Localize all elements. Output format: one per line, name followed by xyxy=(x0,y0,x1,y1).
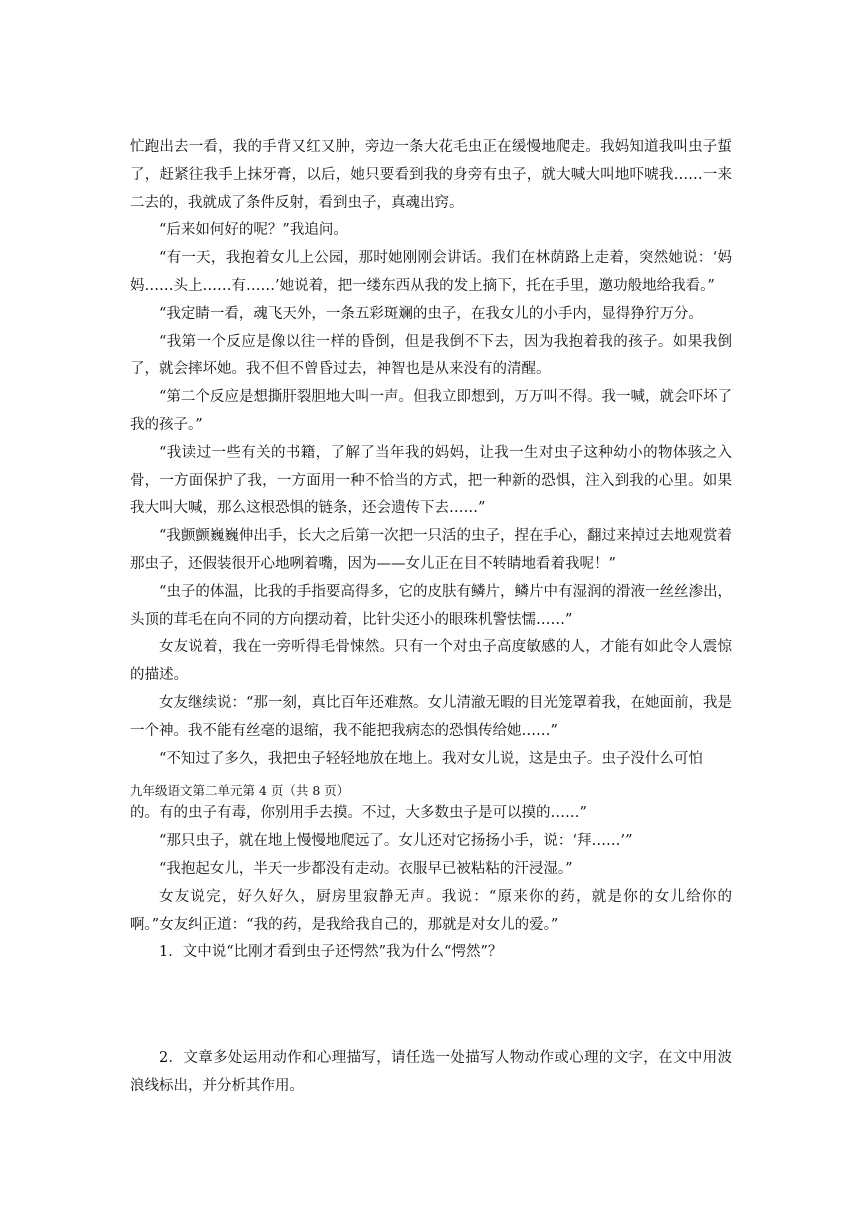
paragraph: “那只虫子，就在地上慢慢地爬远了。女儿还对它扬扬小手，说：‘拜……’” xyxy=(159,833,633,850)
paragraph: “虫子的体温，比我的手指要高得多，它的皮肤有鳞片，鳞片中有湿润的滑液一丝丝渗出，头顶的茸毛在向不同的方向摆动着，比针尖还小的眼珠机警怯懦……” xyxy=(130,583,732,628)
paragraph: “不知过了多久，我把虫子轻轻地放在地上。我对女儿说，这是虫子。虫子没什么可怕 xyxy=(159,750,703,767)
question-2: 2．文章多处运用动作和心理描写，请任选一处描写人物动作或心理的文字，在文中用波浪线标出，并分析其作用。 xyxy=(130,1050,732,1094)
paragraph: “我抱起女儿，半天一步都没有走动。衣服早已被粘粘的汗浸湿。” xyxy=(159,860,573,877)
question-1: 1．文中说“比刚才看到虫子还愕然”我为什么“愕然”？ xyxy=(159,944,503,961)
answer-space xyxy=(130,967,732,1045)
paragraph: 女友说着，我在一旁听得毛骨悚然。只有一个对虫子高度敏感的人，才能有如此令人震惊的描述。 xyxy=(130,639,732,684)
paragraph: “我定睛一看，魂飞天外，一条五彩斑斓的虫子，在我女儿的小手内，显得狰狞万分。 xyxy=(159,305,703,322)
paragraph: 忙跑出去一看，我的手背又红又肿，旁边一条大花毛虫正在缓慢地爬走。我妈知道我叫虫子蜇了，赶紧往我手上抹牙膏，以后，她只要看到我的身旁有虫子，就大喊大叫地吓唬我……一来二去的，我就成了条件反射，看到虫子，真魂出窍。 xyxy=(130,139,732,211)
paragraph: “后来如何好的呢？”我追问。 xyxy=(159,222,348,239)
paragraph: “有一天，我抱着女儿上公园，那时她刚刚会讲话。我们在林荫路上走着，突然她说：‘妈妈……头上……有……’她说着，把一缕东西从我的发上摘下，托在手里，邀功般地给我看。” xyxy=(130,250,732,294)
paragraph-continuation: 的。有的虫子有毒，你别用手去摸。不过，大多数虫子是可以摸的……” xyxy=(130,805,587,822)
paragraph: “我读过一些有关的书籍，了解了当年我的妈妈，让我一生对虫子这种幼小的物体骇之入骨，一方面保护了我，一方面用一种不恰当的方式，把一种新的恐惧，注入到我的心里。如果我大叫大喊，那么这根恐惧的链条，还会遗传下去……” xyxy=(130,444,732,517)
page-footer: 九年级语文第二单元第 4 页（共 8 页） xyxy=(130,783,350,799)
document-page xyxy=(130,134,732,1101)
footer-spacer xyxy=(130,773,732,782)
paragraph: 女友说完，好久好久，厨房里寂静无声。我说：“原来你的药，就是你的女儿给你的啊。”女友纠正道：“我的药，是我给我自己的，那就是对女儿的爱。” xyxy=(130,888,732,933)
paragraph: “我颤颤巍巍伸出手，长大之后第一次把一只活的虫子，捏在手心，翻过来掉过去地观赏着那虫子，还假装很开心地咧着嘴，因为——女儿正在目不转睛地看着我呢！” xyxy=(130,528,732,572)
paragraph: 女友继续说：“那一刻，真比百年还难熬。女儿清澈无暇的目光笼罩着我，在她面前，我是一个神。我不能有丝毫的退缩，我不能把我病态的恐惧传给她……” xyxy=(130,694,732,739)
paragraph: “我第一个反应是像以往一样的昏倒，但是我倒不下去，因为我抱着我的孩子。如果我倒了，就会摔坏她。我不但不曾昏过去，神智也是从来没有的清醒。 xyxy=(130,333,732,378)
paragraph: “第二个反应是想撕肝裂胆地大叫一声。但我立即想到，万万叫不得。我一喊，就会吓坏了我的孩子。” xyxy=(130,389,732,433)
